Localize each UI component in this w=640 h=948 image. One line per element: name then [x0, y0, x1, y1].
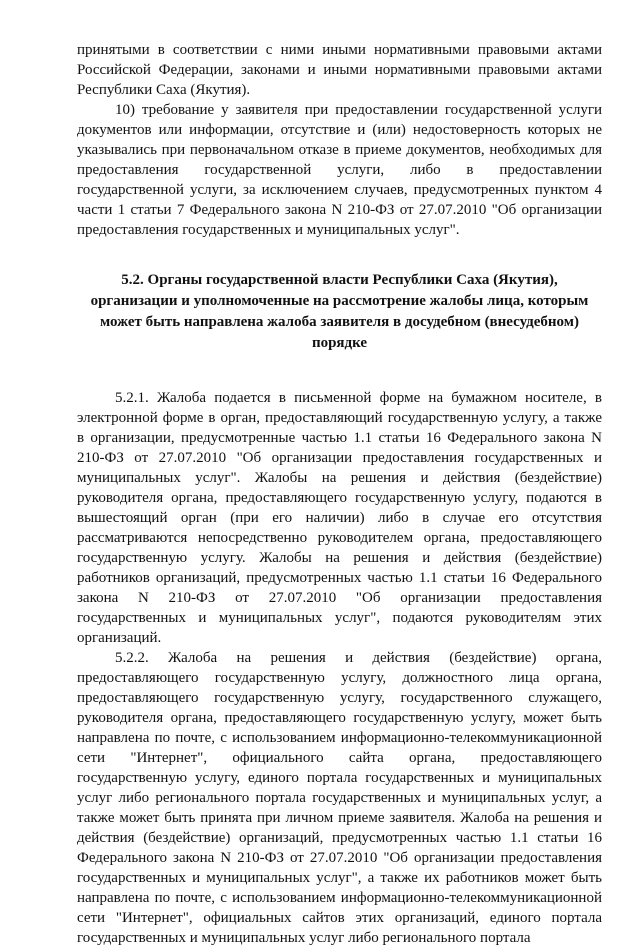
heading-line-3: может быть направлена жалоба заявителя в досудебном (внесудебном) — [100, 314, 579, 330]
paragraph-item-10: 10) требование у заявителя при предоставлении государственной услуги документов или информации, отсутствие и (или) недостоверность которых не указывались при первоначальном отказе в приеме документов, необходимых для предоставления государственной услуги, либо в предоставлении государственной услуги, за исключением случаев, предусмотренных пунктом 4 части 1 статьи 7 Федерального закона N 210-ФЗ от 27.07.2010 "Об организации предоставления государственных и муниципальных услуг". — [77, 102, 602, 238]
heading-line-4: порядке — [311, 335, 368, 351]
paragraph-5-2-1: 5.2.1. Жалоба подается в письменной форме на бумажном носителе, в электронной форме в орган, предоставляющий государственную услугу, а также в организации, предусмотренные частью 1.1 статьи 16 Федерального закона N 210-ФЗ от 27.07.2010 "Об организации предоставления государственных и муниципальных услуг". Жалобы на решения и действия (бездействие) руководителя органа, предоставляющего государственную услугу, подаются в вышестоящий орган (при его наличии) либо в случае его отсутствия рассматриваются непосредственно руководителем органа, предоставляющего государственную услугу. Жалобы на решения и действия (бездействие) работников организаций, предусмотренных частью 1.1 статьи 16 Федерального закона N 210-ФЗ от 27.07.2010 "Об организации предоставления государственных и муниципальных услуг", подаются руководителям этих организаций. — [77, 390, 602, 646]
heading-line-1: 5.2. Органы государственной власти Республики Саха (Якутия), — [121, 272, 558, 288]
heading-line-2: организации и уполномоченные на рассмотрение жалобы лица, которым — [90, 293, 589, 309]
paragraph-continuation: принятыми в соответствии с ними иными нормативными правовыми актами Российской Федерации, законами и иными нормативными правовыми актами Республики Саха (Якутия). — [77, 42, 602, 98]
section-heading-5-2 — [77, 270, 602, 354]
paragraph-5-2-2: 5.2.2. Жалоба на решения и действия (бездействие) органа, предоставляющего государственную услугу, должностного лица органа, предоставляющего государственную услугу, государственного служащего, руководителя органа, предоставляющего государственную услугу, может быть направлена по почте, с использованием информационно-телекоммуникационной сети "Интернет", официального сайта органа, предоставляющего государственную услугу, единого портала государственных и муниципальных услуг либо регионального портала государственных и муниципальных услуг, а также может быть принята при личном приеме заявителя. Жалоба на решения и действия (бездействие) организаций, предусмотренных частью 1.1 статьи 16 Федерального закона N 210-ФЗ от 27.07.2010 "Об организации предоставления государственных и муниципальных услуг", а также их работников может быть направлена по почте, с использованием информационно-телекоммуникационной сети "Интернет", официальных сайтов этих организаций, единого портала государственных и муниципальных услуг либо регионального портала — [77, 650, 602, 946]
document-page — [77, 40, 602, 948]
